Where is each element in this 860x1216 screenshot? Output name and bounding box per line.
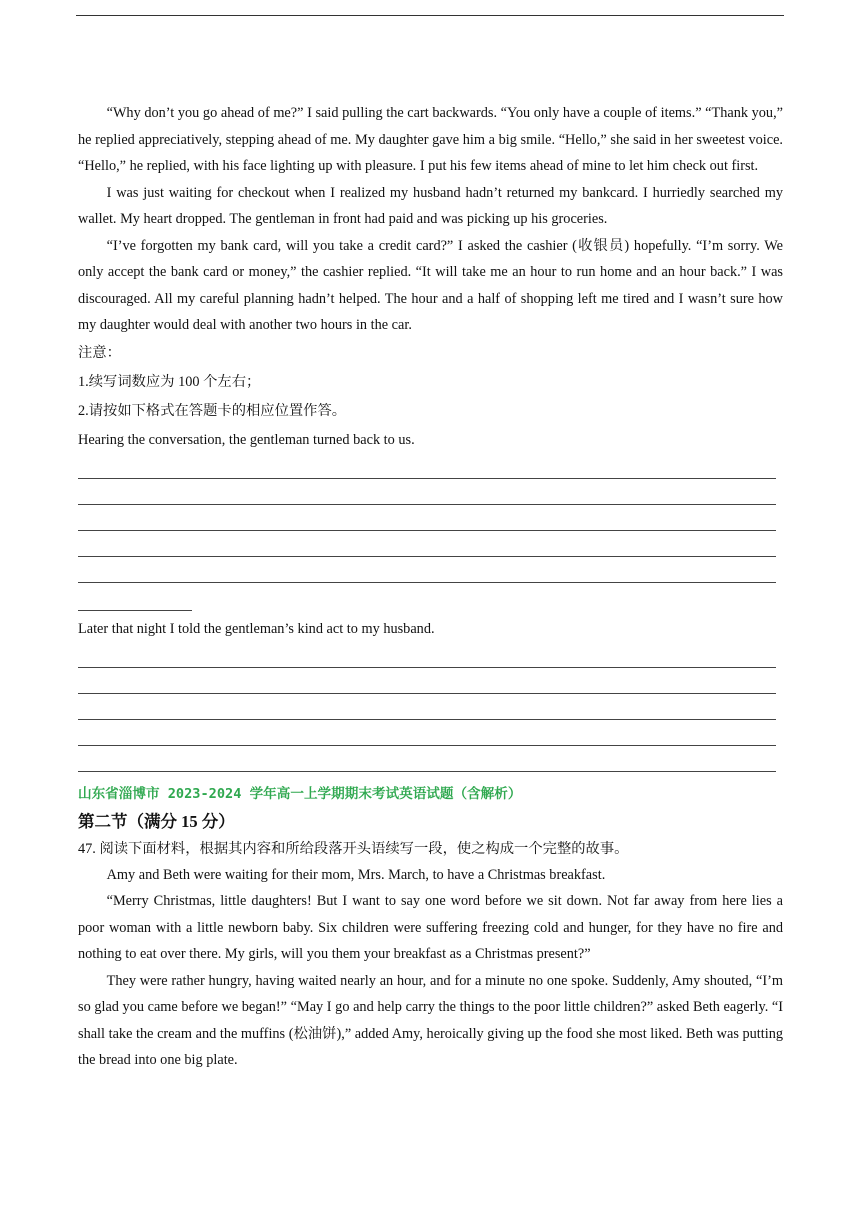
answer-line[interactable] bbox=[78, 505, 776, 531]
story-paragraph-3: They were rather hungry, having waited nearly an hour, and for a minute no one spoke. Suddenly, Amy shouted, “I’m so glad you came before we began!” “May I go and help carry the things to the poor little children?” asked Beth eagerly. “I shall take the cream and the muffins (松油饼),” added Amy, heroically giving up the food she most liked. Beth was putting the bread into one big plate. bbox=[78, 972, 783, 1068]
answer-line[interactable] bbox=[78, 557, 776, 583]
answer-line[interactable] bbox=[78, 479, 776, 505]
header-rule bbox=[76, 15, 784, 16]
answer-lines-first bbox=[78, 455, 783, 611]
prompt-first: Hearing the conversation, the gentleman turned back to us. bbox=[78, 431, 415, 448]
passage-paragraph-1: “Why don’t you go ahead of me?” I said pulling the cart backwards. “You only have a couple of items.” “Thank you,” he replied appreciatively, stepping ahead of me. My daughter gave him a big smile. “Hello,” she said in her sweetest voice. “Hello,” he replied, with his face lighting up with pleasure. I put his few items ahead of mine to let him check out first. bbox=[78, 105, 783, 174]
story-paragraph-2: “Merry Christmas, little daughters! But I want to say one word before we sit down. Not far away from here lies a poor woman with a little newborn baby. Six children were suffering freezing cold and hunger, for they have no fire and nothing to eat over there. My girls, will you them your breakfast as a Christmas present?” bbox=[78, 893, 783, 962]
answer-line[interactable] bbox=[78, 720, 776, 746]
answer-line[interactable] bbox=[78, 694, 776, 720]
answer-line[interactable] bbox=[78, 746, 776, 772]
prompt-second: Later that night I told the gentleman’s kind act to my husband. bbox=[78, 620, 435, 637]
source-title: 山东省淄博市 2023-2024 学年高一上学期期末考试英语试题（含解析） bbox=[78, 785, 522, 802]
notes-item-1: 1.续写词数应为 100 个左右； bbox=[78, 373, 261, 390]
story-paragraph-1: Amy and Beth were waiting for their mom, Mrs. March, to have a Christmas breakfast. bbox=[106, 866, 606, 883]
document-body bbox=[78, 100, 783, 1074]
answer-line[interactable] bbox=[78, 455, 776, 479]
notes-heading: 注意： bbox=[78, 344, 121, 361]
question-prompt: 47. 阅读下面材料，根据其内容和所给段落开头语续写一段，使之构成一个完整的故事。 bbox=[78, 840, 629, 857]
notes-item-2: 2.请按如下格式在答题卡的相应位置作答。 bbox=[78, 402, 347, 419]
answer-line[interactable] bbox=[78, 531, 776, 557]
answer-line[interactable] bbox=[78, 668, 776, 694]
answer-lines-second bbox=[78, 644, 783, 772]
answer-line-short[interactable] bbox=[78, 583, 192, 611]
passage-paragraph-3: “I’ve forgotten my bank card, will you take a credit card?” I asked the cashier (收银员) hopefully. “I’m sorry. We only accept the bank card or money,” the cashier replied. “It will take me an hour to run home and an hour back.” I was discouraged. All my careful planning hadn’t helped. The hour and a half of shopping left me tired and I wasn’t sure how my daughter would deal with another two hours in the car. bbox=[78, 237, 783, 333]
section-title: 第二节（满分 15 分） bbox=[78, 811, 235, 831]
answer-line[interactable] bbox=[78, 644, 776, 668]
passage-paragraph-2: I was just waiting for checkout when I realized my husband hadn’t returned my bankcard. I hurriedly searched my wallet. My heart dropped. The gentleman in front had paid and was picking up his groceries. bbox=[78, 184, 783, 227]
